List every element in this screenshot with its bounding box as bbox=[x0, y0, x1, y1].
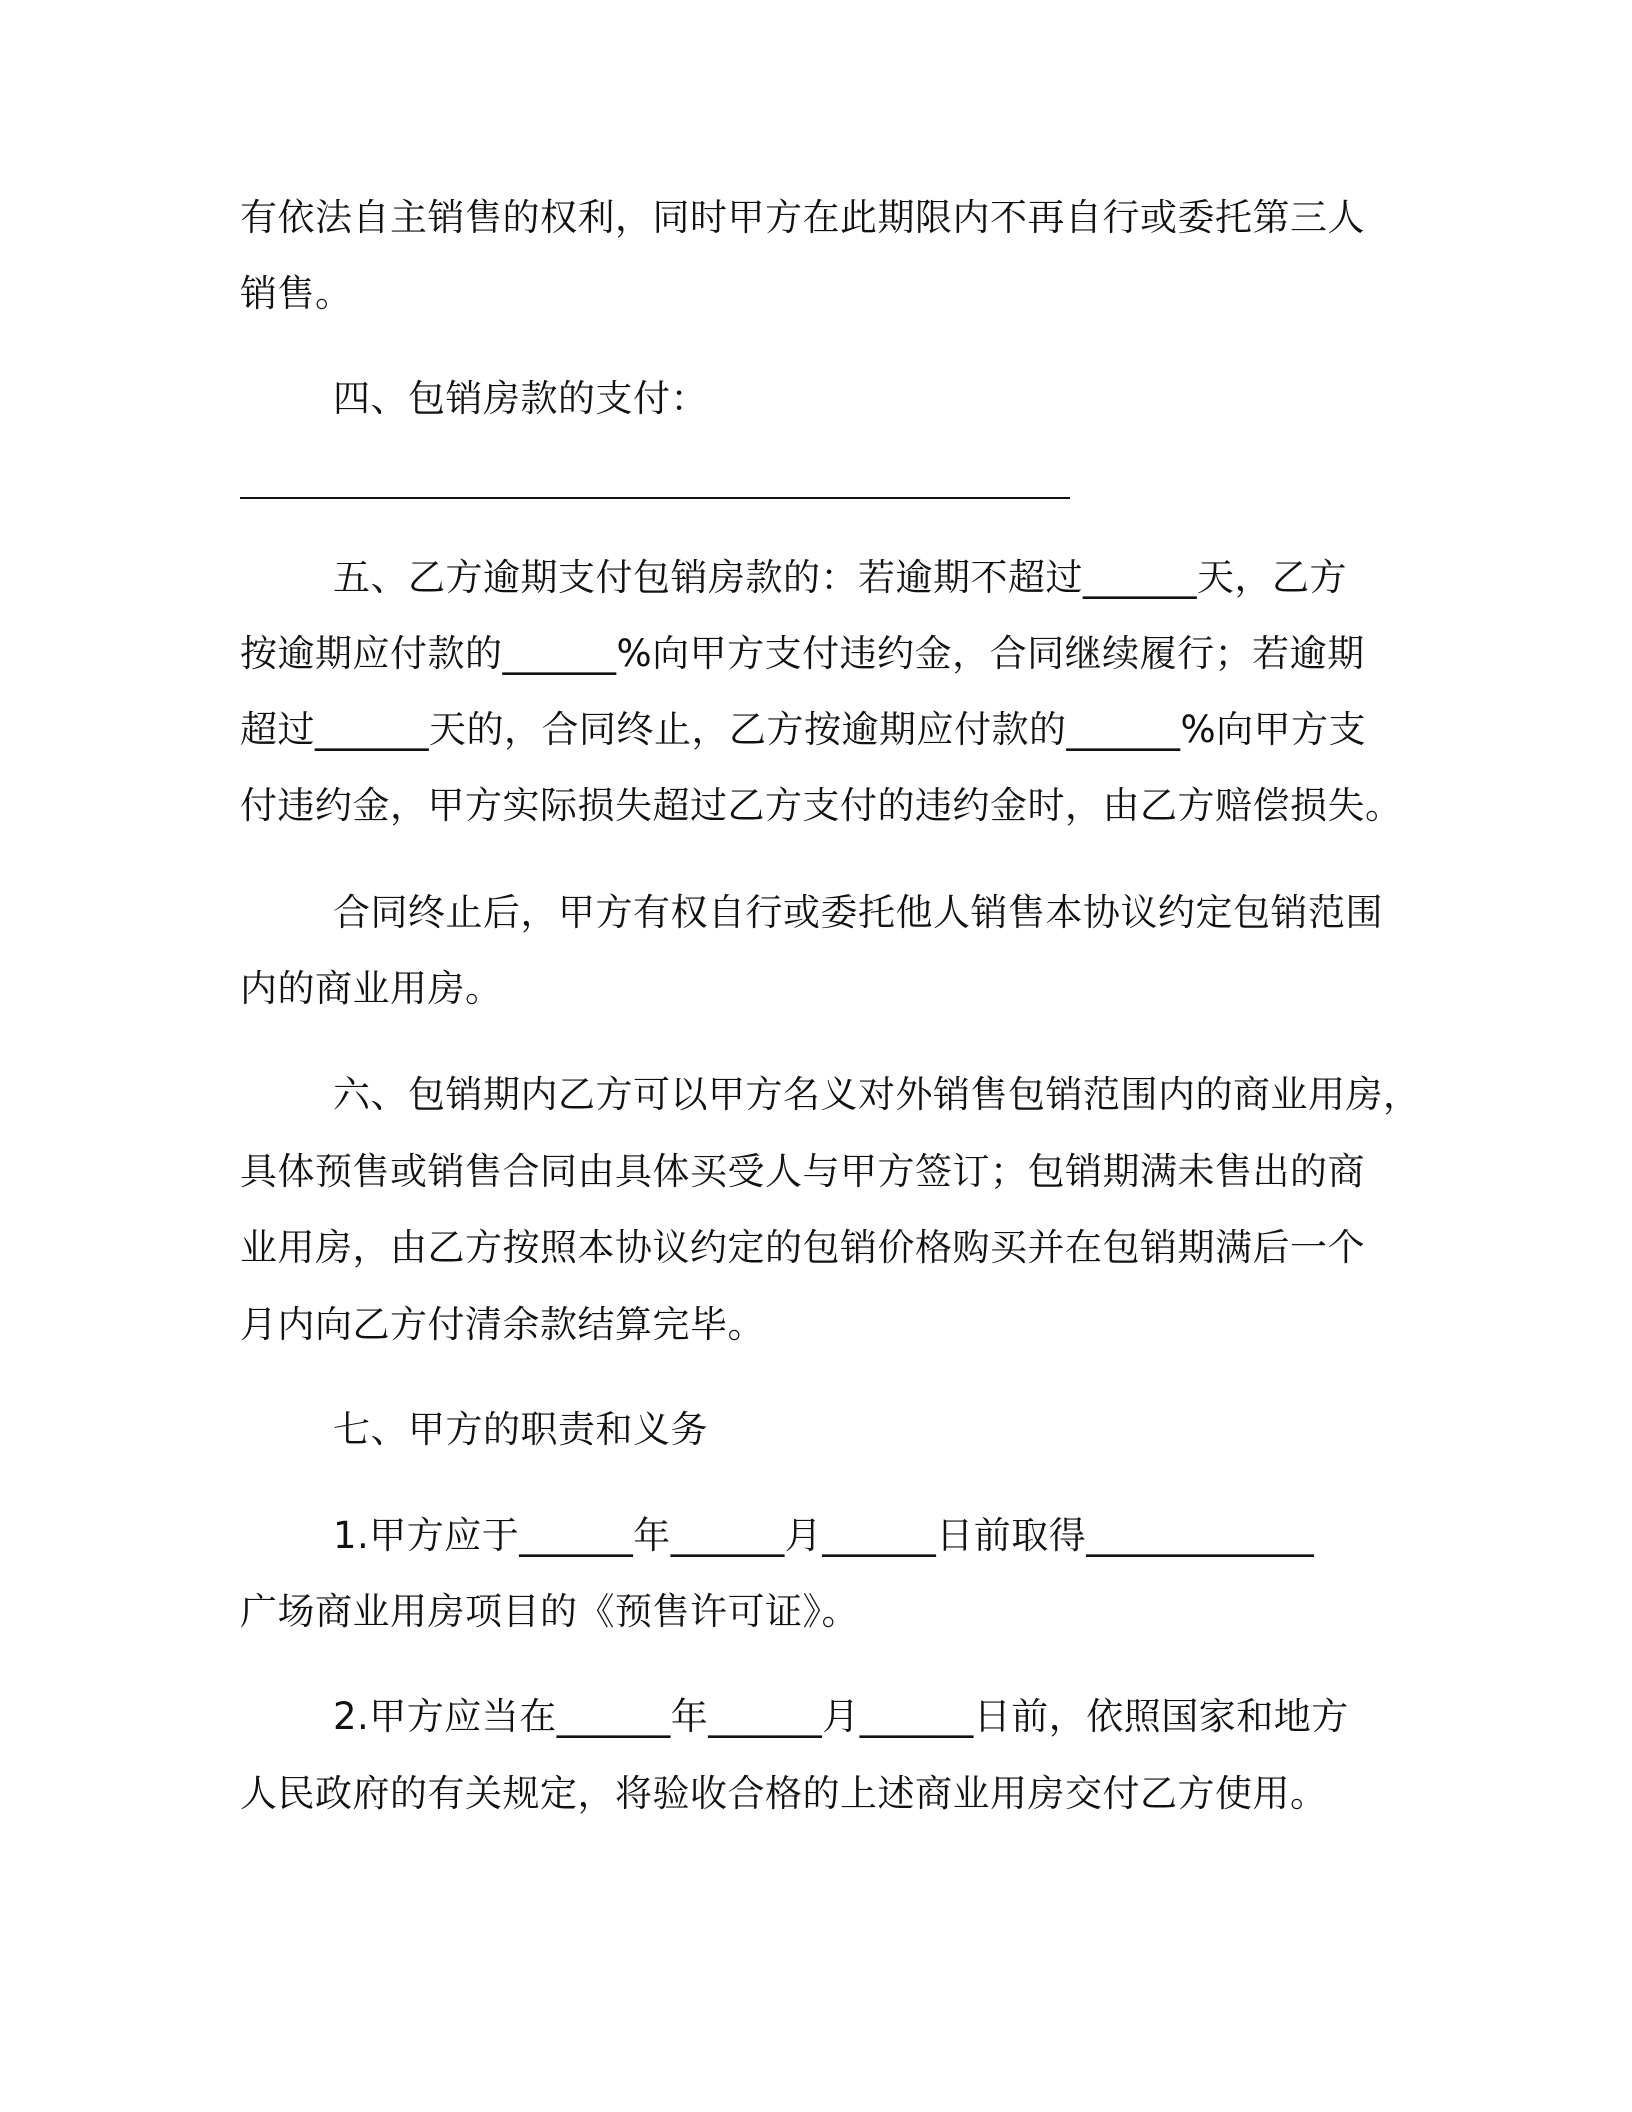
paragraph-line: 月内向乙方付清余款结算完毕。 bbox=[240, 1303, 765, 1346]
paragraph-line: 六、包销期内乙方可以甲方名义对外销售包销范围内的商业用房， bbox=[333, 1073, 1421, 1116]
blank-fill-line bbox=[240, 497, 1070, 499]
paragraph-line: 按逾期应付款的______%向甲方支付违约金，合同继续履行；若逾期 bbox=[240, 632, 1365, 675]
paragraph-line: 有依法自主销售的权利，同时甲方在此期限内不再自行或委托第三人 bbox=[240, 196, 1365, 239]
paragraph-line: 具体预售或销售合同由具体买受人与甲方签订；包销期满未售出的商 bbox=[240, 1150, 1365, 1193]
paragraph-line: 超过______天的，合同终止，乙方按逾期应付款的______%向甲方支 bbox=[240, 708, 1367, 751]
paragraph-line: 销售。 bbox=[240, 272, 353, 315]
paragraph-line: 2.甲方应当在______年______月______日前，依照国家和地方 bbox=[333, 1695, 1349, 1738]
paragraph-line: 人民政府的有关规定，将验收合格的上述商业用房交付乙方使用。 bbox=[240, 1772, 1328, 1815]
section-heading-duties: 七、甲方的职责和义务 bbox=[333, 1408, 708, 1451]
paragraph-line: 广场商业用房项目的《预售许可证》。 bbox=[240, 1590, 859, 1633]
paragraph-line: 1.甲方应于______年______月______日前取得____________ bbox=[333, 1514, 1315, 1557]
paragraph-line: 五、乙方逾期支付包销房款的：若逾期不超过______天，乙方 bbox=[333, 556, 1347, 599]
paragraph-line: 内的商业用房。 bbox=[240, 967, 503, 1010]
paragraph-line: 付违约金，甲方实际损失超过乙方支付的违约金时，由乙方赔偿损失。 bbox=[240, 784, 1403, 827]
paragraph-line: 合同终止后，甲方有权自行或委托他人销售本协议约定包销范围 bbox=[333, 891, 1383, 934]
section-heading-payment: 四、包销房款的支付： bbox=[333, 377, 708, 420]
paragraph-line: 业用房，由乙方按照本协议约定的包销价格购买并在包销期满后一个 bbox=[240, 1226, 1365, 1269]
